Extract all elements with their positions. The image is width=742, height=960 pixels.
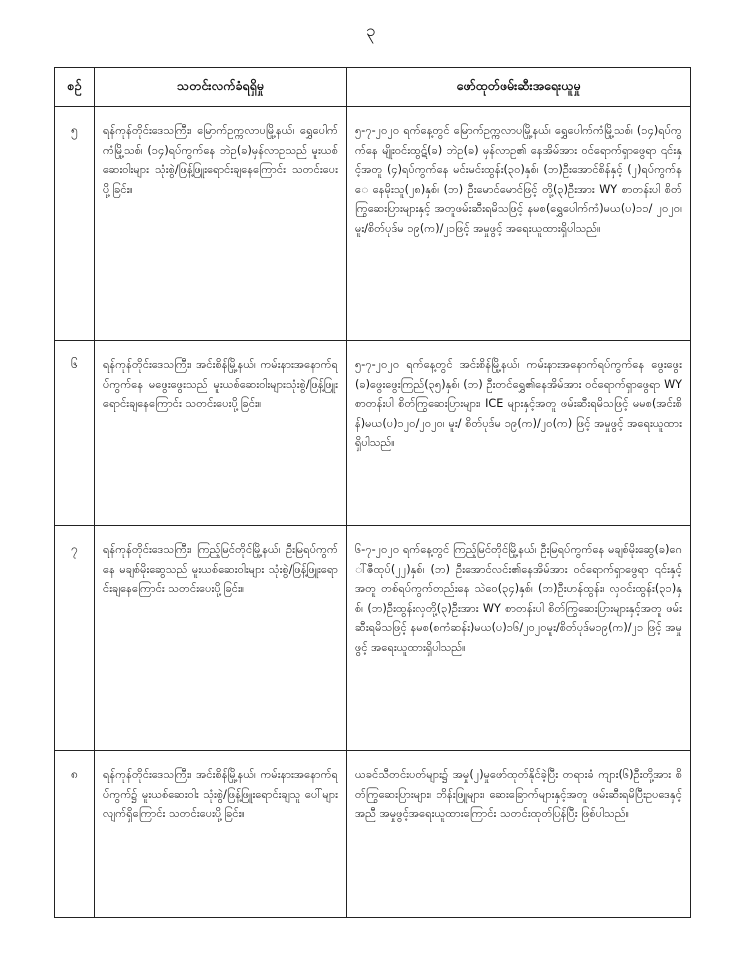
row-information-received: ရန်ကုန်တိုင်းဒေသကြီး၊ အင်းစိန်မြို့နယ်၊ ကမ်းနားအနောက်ရပ်ကွက်နေ မဖွေးဖွေးသည် မူးယစ်ဆေးဝါးများသုံးစွဲ/ဖြန့်ဖြူးရောင်းချနေကြောင်း သတင်းပေးပို့ခြင်း။ xyxy=(95,341,347,526)
row-serial-no: ၈ xyxy=(55,751,95,918)
row-information-received: ရန်ကုန်တိုင်းဒေသကြီး၊ မြောက်ဥက္ကလာပမြို့နယ်၊ ရွှေပေါက်ကံမြို့သစ်၊ (၁၄)ရပ်ကွက်နေ ဘဲဥ(ခ)မှန်လာဥသည် မူးယစ်ဆေးဝါးများ သုံးစွဲ/ဖြန့်ဖြူးရောင်းချနေကြောင်း သတင်းပေးပို့ခြင်း။ xyxy=(95,107,347,341)
row-action-taken: ၆-၇-၂၀၂၀ ရက်နေ့တွင် ကြည့်မြင်တိုင်မြို့နယ်၊ ဦးမြရပ်ကွက်နေ မချစ်မိုးဆွေ(ခ)ဂေါ်ဇီထုပ်(၂၂)နှစ်၊ (ဘ) ဦးအောင်လင်း၏နေအိမ်အား ဝင်ရောက်ရှာဖွေရာ ၎င်းနှင့်အတူ တစ်ရပ်ကွက်တည်းနေ သဲဝေ(၃၄)နှစ်၊ (ဘ)ဦးဟန်ထွန်း၊ လှဝင်းထွန်း(၃၁)နှစ်၊ (ဘ)ဦးထွန်းလှတို့(၃)ဦးအား WY စာတန်းပါ စိတ်ကြွဆေးပြားများနှင့်အတူ ဖမ်းဆီးရမိသဖြင့် နမစ(စကံဆန်း)မယ(ပ)၁၆/၂၀၂၀မူး/စိတ်ပုဒ်မ၁၉(က)/၂၁ ဖြင့် အမှုဖွင့် အရေးယူထားရှိပါသည်။ xyxy=(347,526,691,751)
table-row xyxy=(55,751,691,918)
row-serial-no: ၅ xyxy=(55,107,95,341)
row-serial-no: ၆ xyxy=(55,341,95,526)
row-information-received: ရန်ကုန်တိုင်းဒေသကြီး၊ အင်းစိန်မြို့နယ်၊ ကမ်းနားအနောက်ရပ်ကွက်၌ မူးယစ်ဆေးဝါး သုံးစွဲ/ဖြန့်ဖြူးရောင်းချသူ ပေါ်များလျက်ရှိကြောင်း သတင်းပေးပို့ခြင်း။ xyxy=(95,751,347,918)
table-row xyxy=(55,526,691,751)
row-action-taken: ယခင်သီတင်းပတ်များ၌ အမှု(၂)မှုဖော်ထုတ်နိုင်ခဲ့ပြီး တရားခံ ကျား(၆)ဦးတို့အား စိတ်ကြွဆေးပြားများ၊ ဘိန်းဖြူများ၊ ဆေးခြောက်များနှင့်အတူ ဖမ်းဆီးရမိပြီးဥပဒေနှင့်အညီ အမှုဖွင့်အရေးယူထားကြောင်း သတင်းထုတ်ပြန်ပြီး ဖြစ်ပါသည်။ xyxy=(347,751,691,918)
header-action-taken: ဖော်ထုတ်ဖမ်းဆီးအရေးယူမှု xyxy=(347,68,691,107)
page-number: ၃ xyxy=(366,21,376,41)
header-serial-no: စဉ် xyxy=(55,68,95,107)
row-action-taken: ၅-၇-၂၀၂၀ ရက်နေ့တွင် မြောက်ဥက္ကလာပမြို့နယ်၊ ရွှေပေါက်ကံမြို့သစ်၊ (၁၄)ရပ်ကွက်နေ မျိုးဝင်းထွဋ်(ခ) ဘဲဥ(ခ) မှန်လာဥ၏ နေအိမ်အား ဝင်ရောက်ရှာဖွေရာ ၎င်းနှင့်အတူ (၄)ရပ်ကွက်နေ မင်းမင်းထွန်း(၃၀)နှစ်၊ (ဘ)ဦးအောင်စိန်နှင့် (၂)ရပ်ကွက်နေ နေမိုးသူ(၂၈)နှစ်၊ (ဘ) ဦးမောင်မောင်ဖြင့် တို့(၃)ဦးအား WY စာတန်းပါ စိတ်ကြွဆေးပြားများနှင့် အတူဖမ်းဆီးရမိသဖြင့် နမစ(ရွှေပေါက်ကံ)မယ(ပ)၁၁/ ၂၀၂၀၊ မူး/စိတ်ပုဒ်မ ၁၉(က)/၂၁ဖြင့် အမှုဖွင့် အရေးယူထားရှိပါသည်။ xyxy=(347,107,691,341)
row-information-received: ရန်ကုန်တိုင်းဒေသကြီး၊ ကြည့်မြင်တိုင်မြို့နယ်၊ ဦးမြရပ်ကွက်နေ မချစ်မိုးဆွေသည် မူးယစ်ဆေးဝါးများ သုံးစွဲ/ဖြန့်ဖြူးရောင်းချနေကြောင်း သတင်းပေးပို့ခြင်း။ xyxy=(95,526,347,751)
report-table xyxy=(54,67,691,918)
row-action-taken: ၅-၇-၂၀၂၀ ရက်နေ့တွင် အင်းစိန်မြို့နယ်၊ ကမ်းနားအနောက်ရပ်ကွက်နေ ဖွေးဖွေး(ခ)ဖွေးဖွေးကြည်(၃၅)နှစ်၊ (ဘ) ဦးတင်ရွှေ၏နေအိမ်အား ဝင်ရောက်ရှာဖွေရာ WY စာတန်းပါ စိတ်ကြွဆေးပြားများ၊ ICE များနှင့်အတူ ဖမ်းဆီးရမိသဖြင့် မမစ(အင်းစိန်)မယ(ပ)၁၂၀/၂၀၂၀၊ မူး/ စိတ်ပုဒ်မ ၁၉(က)/၂၀(က) ဖြင့် အမှုဖွင့် အရေးယူထားရှိပါသည်။ xyxy=(347,341,691,526)
table-header-row xyxy=(55,68,691,107)
header-information-received: သတင်းလက်ခံရရှိမှု xyxy=(95,68,347,107)
table-row xyxy=(55,341,691,526)
row-serial-no: ၇ xyxy=(55,526,95,751)
table-row xyxy=(55,107,691,341)
